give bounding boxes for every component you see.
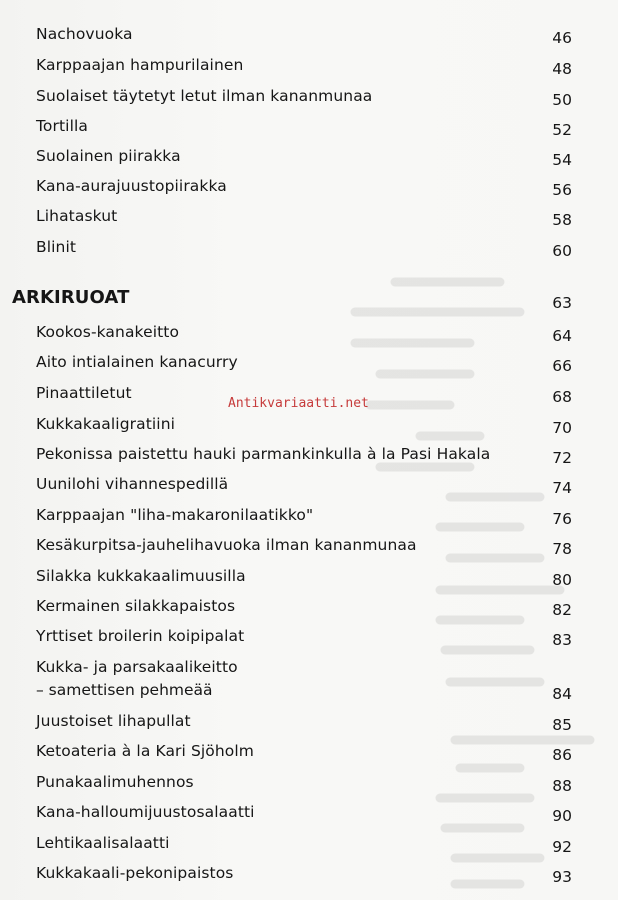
toc-entry — [36, 176, 572, 200]
entry-page-number: 50 — [552, 91, 572, 109]
entry-page-number: 58 — [552, 211, 572, 229]
entry-title: Karppaajan "liha-makaronilaatikko" — [36, 506, 314, 524]
entry-title: Suolainen piirakka — [36, 147, 181, 165]
entry-page-number: 84 — [552, 685, 572, 703]
toc-entry — [36, 86, 572, 110]
entry-page-number: 92 — [552, 838, 572, 856]
entry-title: Tortilla — [36, 117, 88, 135]
entry-title: Kesäkurpitsa-jauhelihavuoka ilman kananmunaa — [36, 536, 417, 554]
entry-page-number: 48 — [552, 60, 572, 78]
entry-page-number: 64 — [552, 327, 572, 345]
entry-title: Lihataskut — [36, 207, 118, 225]
entry-title: Blinit — [36, 238, 77, 256]
entry-title: Juustoiset lihapullat — [36, 712, 191, 730]
toc-entry — [36, 566, 572, 590]
entry-subtitle: – samettisen pehmeää — [36, 681, 213, 699]
toc-entry — [36, 55, 572, 79]
toc-entry — [36, 863, 572, 887]
entry-title: Kermainen silakkapaistos — [36, 597, 236, 615]
toc-entry — [36, 626, 572, 650]
entry-title: Pinaattiletut — [36, 384, 132, 402]
entry-page-number: 72 — [552, 449, 572, 467]
entry-title: Karppaajan hampurilainen — [36, 56, 244, 74]
toc-entry — [36, 802, 572, 826]
toc-entry — [36, 596, 572, 620]
entry-page-number: 80 — [552, 571, 572, 589]
entry-page-number: 52 — [552, 121, 572, 139]
entry-page-number: 82 — [552, 601, 572, 619]
entry-page-number: 56 — [552, 181, 572, 199]
toc-entry — [36, 383, 572, 407]
toc-entry — [36, 772, 572, 796]
entry-page-number: 60 — [552, 242, 572, 260]
entry-title: Kookos-kanakeitto — [36, 323, 180, 341]
entry-title: Lehtikaalisalaatti — [36, 834, 170, 852]
section-title: ARKIRUOAT — [12, 287, 130, 308]
toc-entry — [36, 535, 572, 559]
toc-entry — [36, 741, 572, 765]
entry-title: Uunilohi vihannespedillä — [36, 475, 229, 493]
entry-title: Suolaiset täytetyt letut ilman kananmunaa — [36, 87, 373, 105]
entry-title: Kukka- ja parsakaalikeitto — [36, 658, 238, 676]
toc-entry — [36, 116, 572, 140]
toc-entry — [36, 833, 572, 857]
entry-page-number: 90 — [552, 807, 572, 825]
entry-page-number: 68 — [552, 388, 572, 406]
entry-page-number: 93 — [552, 868, 572, 886]
entry-page-number: 76 — [552, 510, 572, 528]
entry-page-number: 85 — [552, 716, 572, 734]
entry-page-number: 66 — [552, 357, 572, 375]
entry-title: Ketoateria à la Kari Sjöholm — [36, 742, 254, 760]
entry-page-number: 46 — [552, 29, 572, 47]
toc-entry — [36, 474, 572, 498]
entry-title: Nachovuoka — [36, 25, 133, 43]
entry-title: Pekonissa paistettu hauki parmankinkulla à la Pasi Hakala — [36, 445, 491, 463]
toc-entry — [36, 322, 572, 346]
section-page-number: 63 — [552, 294, 572, 312]
entry-page-number: 70 — [552, 419, 572, 437]
toc-section-heading — [12, 287, 572, 313]
watermark-text: Antikvariaatti.net — [228, 396, 369, 411]
toc-entry — [36, 414, 572, 438]
toc-entry — [36, 206, 572, 230]
entry-title: Punakaalimuhennos — [36, 773, 194, 791]
entry-title: Aito intialainen kanacurry — [36, 353, 238, 371]
entry-title: Kukkakaaligratiini — [36, 415, 176, 433]
toc-entry — [36, 711, 572, 735]
entry-page-number: 83 — [552, 631, 572, 649]
entry-page-number: 78 — [552, 540, 572, 558]
entry-title: Kana-halloumijuustosalaatti — [36, 803, 255, 821]
toc-entry — [36, 352, 572, 376]
entry-title: Silakka kukkakaalimuusilla — [36, 567, 246, 585]
entry-title: Kana-aurajuustopiirakka — [36, 177, 227, 195]
entry-page-number: 54 — [552, 151, 572, 169]
entry-title: Kukkakaali-pekonipaistos — [36, 864, 234, 882]
toc-entry — [36, 444, 572, 468]
toc-entry — [36, 505, 572, 529]
toc-entry — [36, 657, 572, 701]
toc-entry — [36, 237, 572, 261]
entry-page-number: 88 — [552, 777, 572, 795]
entry-page-number: 86 — [552, 746, 572, 764]
toc-entry — [36, 24, 572, 48]
entry-title: Yrttiset broilerin koipipalat — [36, 627, 245, 645]
toc-entry — [36, 146, 572, 170]
entry-page-number: 74 — [552, 479, 572, 497]
